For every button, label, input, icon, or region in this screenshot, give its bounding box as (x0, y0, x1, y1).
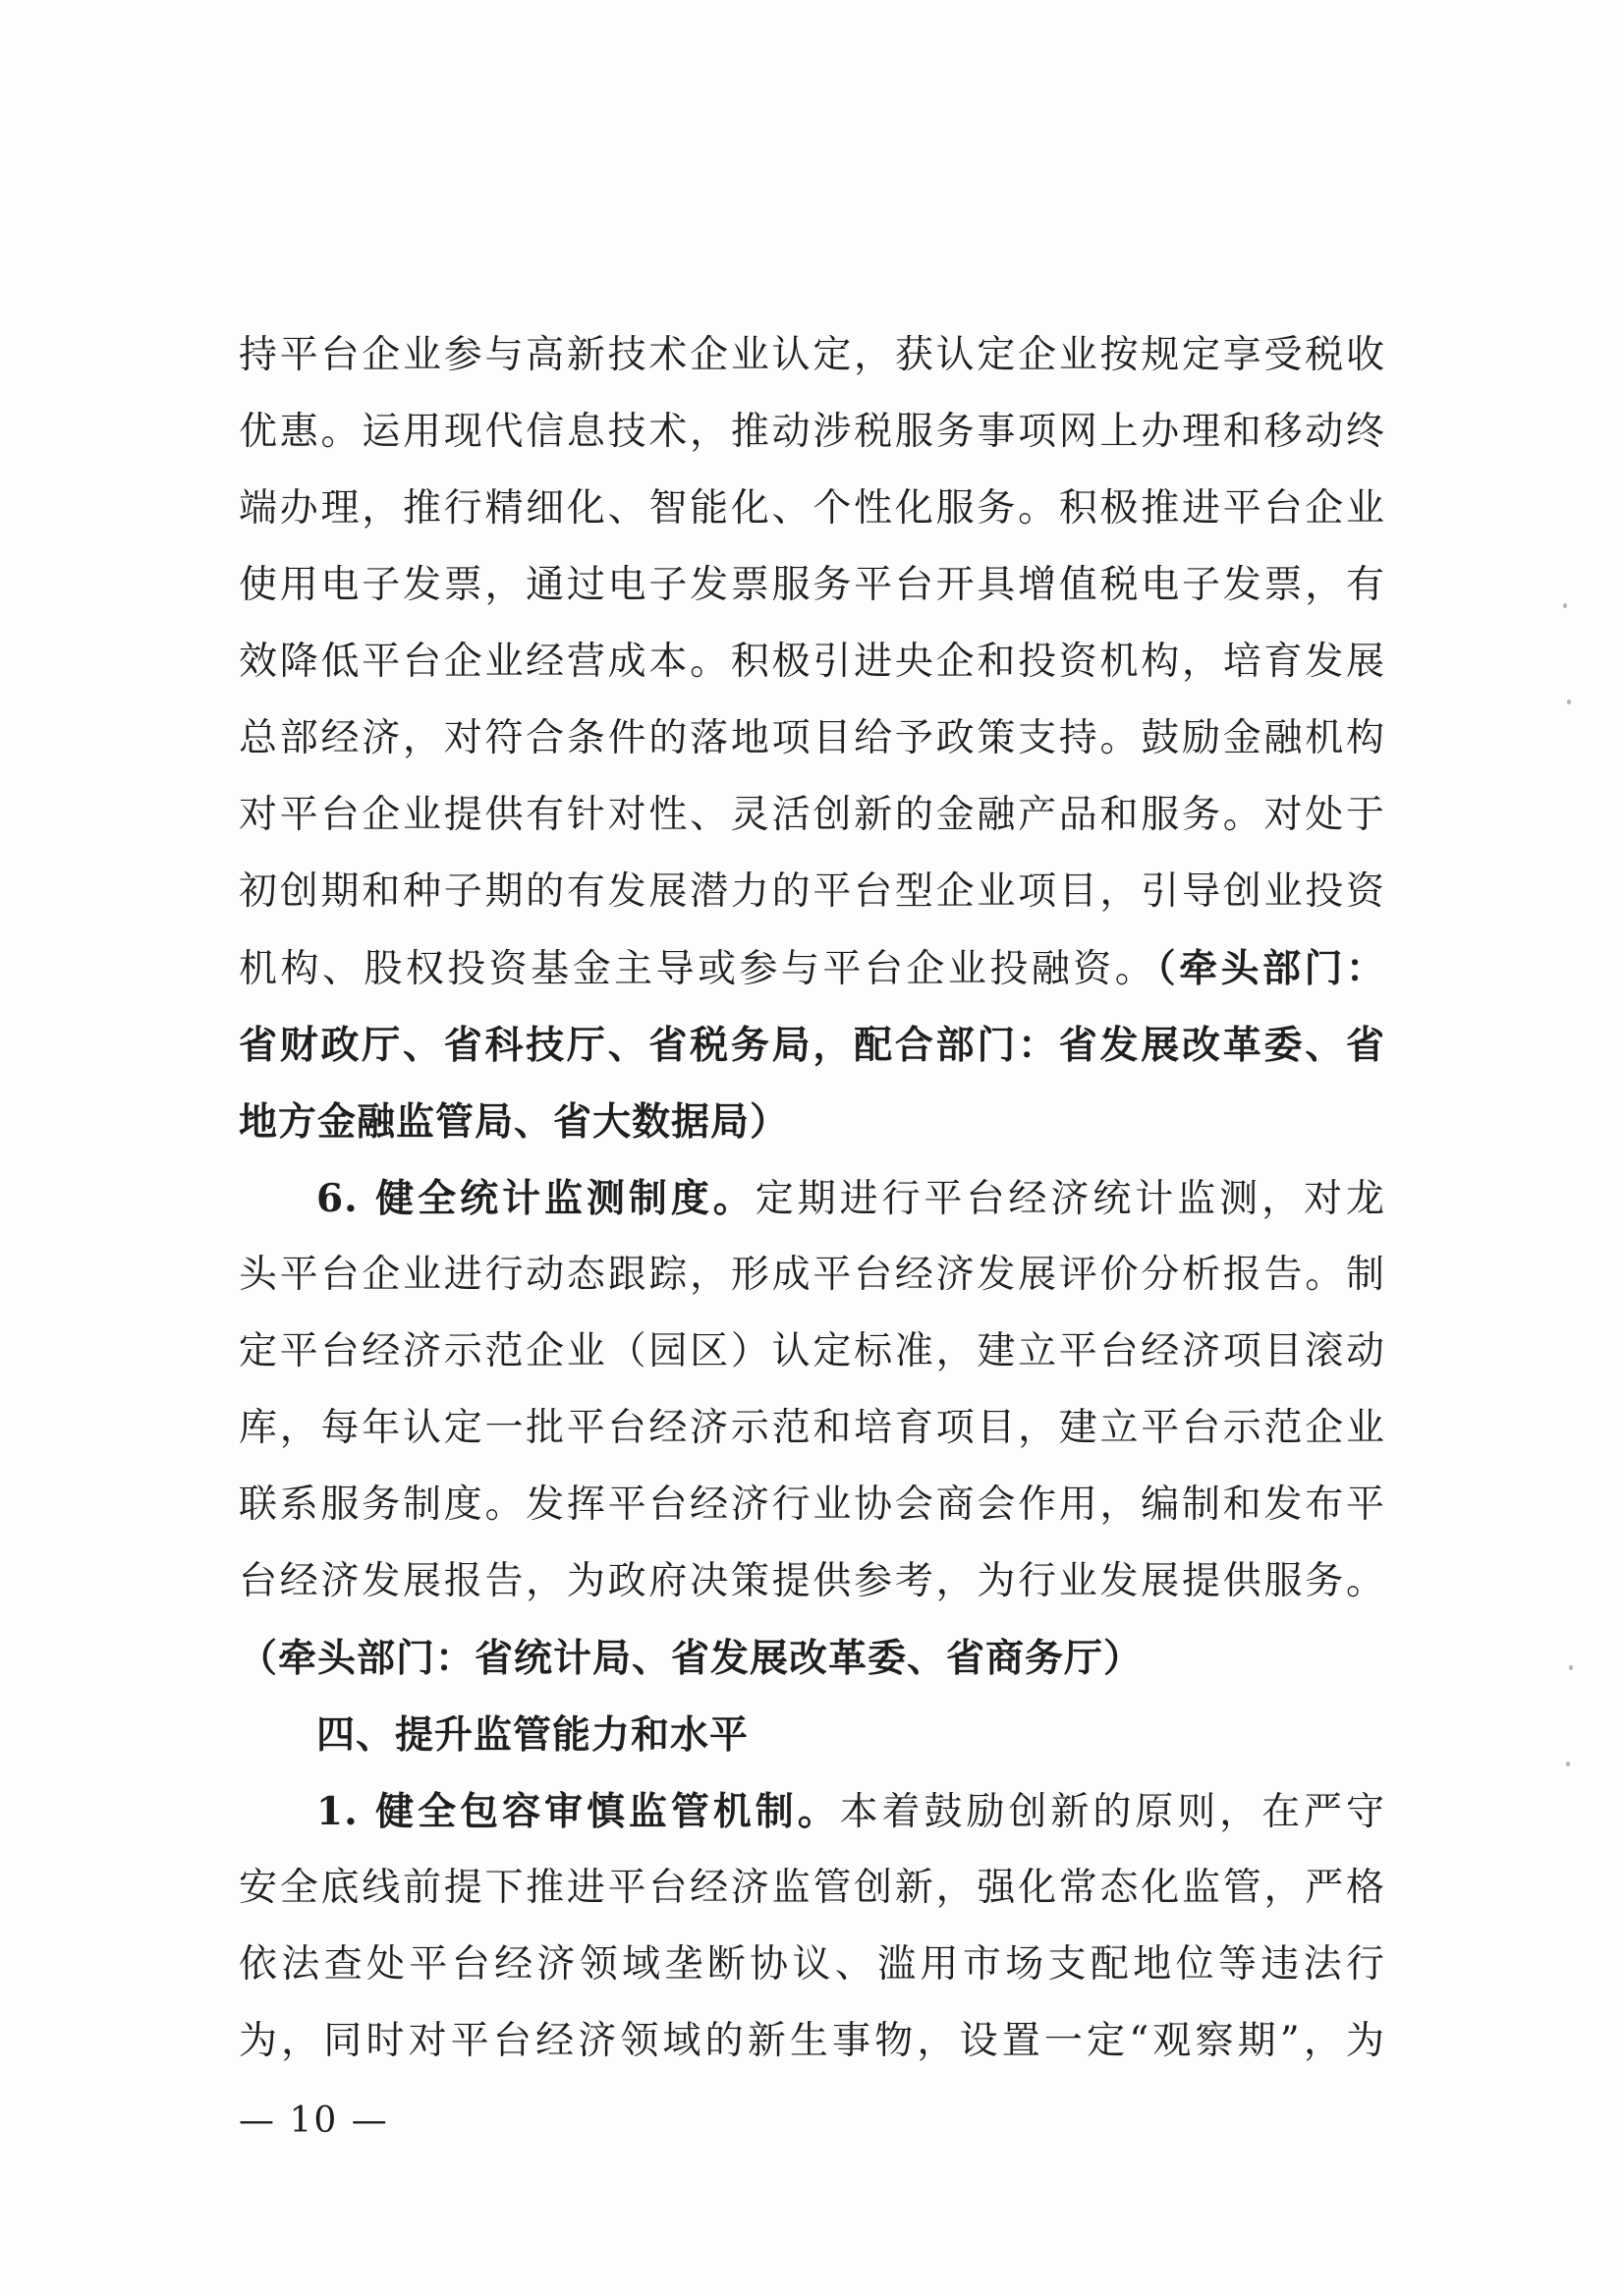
scan-speck (1566, 1762, 1570, 1766)
responsible-dept-text: 省财政厅、省科技厅、省税务局，配合部门：省发展改革委、省 (239, 1023, 1385, 1068)
item-heading: 1. 健全包容审慎监管机制。 (316, 1789, 840, 1834)
text-line: 依法查处平台经济领域垄断协议、滥用市场支配地位等违法行 (239, 1942, 1385, 1987)
page-number: — 10 — (239, 2100, 389, 2141)
text-line: 联系服务制度。发挥平台经济行业协会商会作用，编制和发布平 (239, 1483, 1385, 1527)
section-heading: 四、提升监管能力和水平 (316, 1712, 750, 1758)
text-line: 初创期和种子期的有发展潜力的平台型企业项目，引导创业投资 (239, 869, 1385, 914)
text-line: 优惠。运用现代信息技术，推动涉税服务事项网上办理和移动终 (239, 410, 1385, 454)
text-line: 为，同时对平台经济领域的新生事物，设置一定“观察期”，为 (239, 2019, 1385, 2063)
item-heading: 6. 健全统计监测制度。 (316, 1176, 756, 1221)
scan-speck (1567, 700, 1571, 704)
responsible-dept-text: 地方金融监管局、省大数据局） (239, 1099, 790, 1145)
text-line: 持平台企业参与高新技术企业认定，获认定企业按规定享受税收 (239, 333, 1385, 377)
text-line: 台经济发展报告，为政府决策提供参考，为行业发展提供服务。 (239, 1559, 1385, 1603)
responsible-dept-text: （牵头部门：省统计局、省发展改革委、省商务厅） (239, 1636, 1144, 1681)
text-line: 机构、股权投资基金主导或参与平台企业投融资。（牵头部门： (239, 946, 1385, 991)
paragraph-start: 6. 健全统计监测制度。定期进行平台经济统计监测，对龙 (316, 1176, 1385, 1221)
text-line: 安全底线前提下推进平台经济监管创新，强化常态化监管，严格 (239, 1866, 1385, 1910)
text-line: 头平台企业进行动态跟踪，形成平台经济发展评价分析报告。制 (239, 1253, 1385, 1297)
text-line: 使用电子发票，通过电子发票服务平台开具增值税电子发票，有 (239, 563, 1385, 607)
paragraph-start: 1. 健全包容审慎监管机制。本着鼓励创新的原则，在严守 (316, 1789, 1385, 1834)
scan-speck (1563, 603, 1567, 608)
scan-speck (1569, 1665, 1573, 1670)
text-line: 端办理，推行精细化、智能化、个性化服务。积极推进平台企业 (239, 486, 1385, 531)
text-line: 效降低平台企业经营成本。积极引进央企和投资机构，培育发展 (239, 640, 1385, 684)
text-line: 定平台经济示范企业（园区）认定标准，建立平台经济项目滚动 (239, 1329, 1385, 1373)
text-line: 库，每年认定一批平台经济示范和培育项目，建立平台示范企业 (239, 1406, 1385, 1450)
text-line: 对平台企业提供有针对性、灵活创新的金融产品和服务。对处于 (239, 793, 1385, 837)
responsible-dept-label: （牵头部门： (1156, 946, 1385, 991)
text-line: 总部经济，对符合条件的落地项目给予政策支持。鼓励金融机构 (239, 716, 1385, 760)
